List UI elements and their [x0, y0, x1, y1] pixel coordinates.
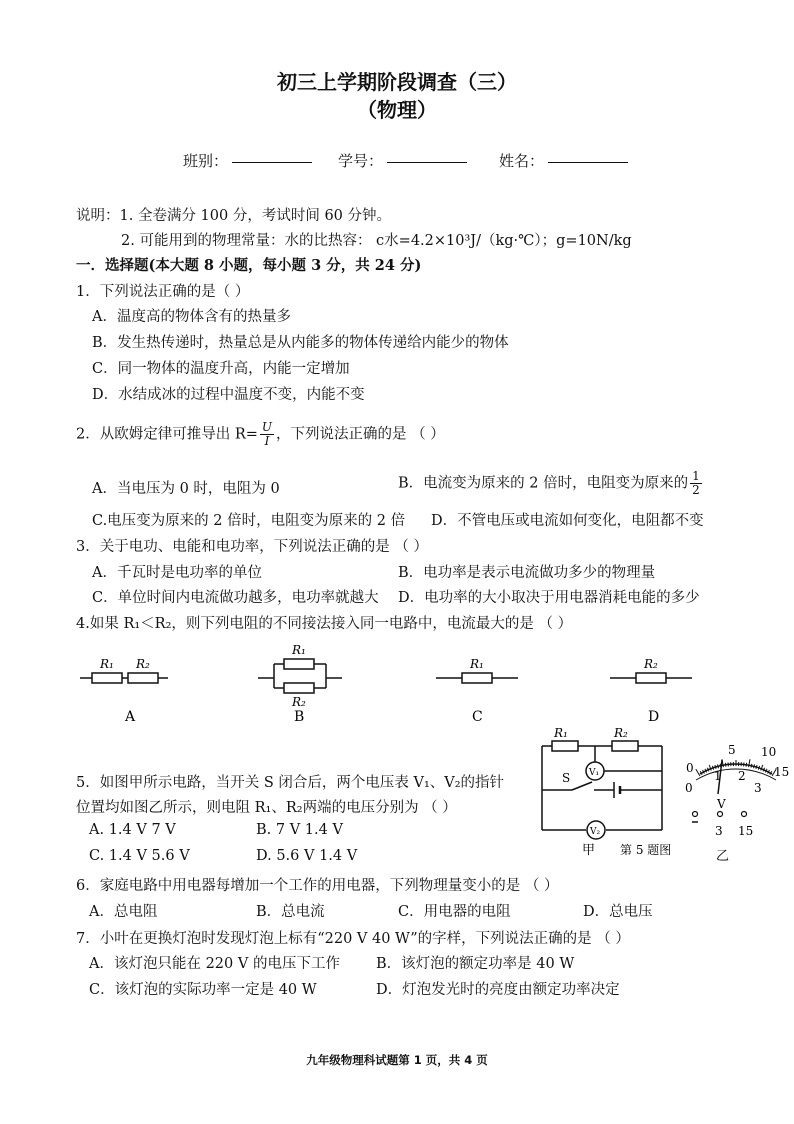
q6-option-a: A．总电阻: [89, 904, 158, 920]
dial-bottom-3: 3: [754, 781, 762, 795]
name-label: 姓名：: [499, 152, 545, 170]
q4-a-r1: R₁: [100, 657, 114, 671]
dial-terminal-3: 3: [715, 824, 723, 838]
q2-option-d: D．不管电压或电流如何变化，电阻都不变: [431, 513, 704, 529]
q3-option-a: A．千瓦时是电功率的单位: [92, 565, 262, 581]
dial-yi: 乙: [716, 849, 730, 864]
class-blank: [232, 161, 312, 163]
q4-figure-d: [610, 657, 692, 725]
class-field: [183, 150, 312, 171]
dial-top-0: 0: [686, 761, 694, 775]
dial-tick: [696, 769, 700, 776]
q5-option-d: D. 5.6 V 1.4 V: [256, 848, 358, 864]
dial-tick: [758, 766, 759, 770]
q5-stem-1: 5．如图甲所示电路，当开关 S 闭合后，两个电压表 V₁、V₂的指针: [76, 775, 505, 791]
q3-option-c: C．单位时间内电流做功越多，电功率就越大: [92, 590, 379, 606]
dial-tick: [746, 763, 747, 767]
page-subtitle: （物理）: [357, 98, 437, 122]
dial-bottom-1: 1: [714, 769, 722, 783]
q5-circuit-diagram: [530, 724, 680, 866]
q2-stem: [76, 421, 445, 448]
dial-tick: [718, 764, 719, 768]
q5-stem-2: 位置均如图乙所示，则电阻 R₁、R₂两端的电压分别为 （ ）: [76, 800, 457, 816]
q4-b-r2: R₂: [292, 695, 306, 709]
dial-tick: [756, 765, 757, 769]
q4-label-a: A: [125, 709, 136, 725]
q5-option-c: C. 1.4 V 5.6 V: [89, 848, 190, 864]
q5-fig-r1: R₁: [554, 726, 568, 740]
q7-option-b: B．该灯泡的额定功率是 40 W: [376, 956, 575, 972]
q4-label-d: D: [648, 709, 660, 725]
student-id-label: 学号：: [338, 152, 384, 170]
dial-tick: [707, 768, 709, 772]
q2-option-a: A．当电压为 0 时，电阻为 0: [92, 481, 280, 497]
dial-bottom-0: 0: [685, 781, 693, 795]
q5-fig-r2: R₂: [614, 726, 628, 740]
student-id-blank: [387, 161, 467, 163]
q7-stem: 7．小叶在更换灯泡时发现灯泡上标有“220 V 40 W”的字样，下列说法正确的是 （ ）: [76, 931, 630, 947]
class-label: 班别：: [183, 152, 229, 170]
q3-stem: 3．关于电功、电能和电功率，下列说法正确的是 （ ）: [76, 539, 428, 555]
q6-stem: 6．家庭电路中用电器每增加一个工作的用电器，下列物理量变小的是 （ ）: [76, 878, 559, 894]
q6-option-d: D．总电压: [583, 904, 653, 920]
q5-fig-v1: V₁: [589, 768, 600, 778]
q3-option-d: D．电功率的大小取决于用电器消耗电能的多少: [398, 590, 700, 606]
dial-unit: V: [717, 797, 726, 811]
q6-option-c: C．用电器的电阻: [398, 904, 511, 920]
q5-fig-caption: 第 5 题图: [620, 843, 672, 857]
dial-tick: [751, 764, 752, 768]
q2-option-b-fraction: [690, 470, 702, 497]
q2-option-b-text: B．电流变为原来的 2 倍时，电阻变为原来的: [398, 475, 689, 492]
q5-fig-v2: V₂: [590, 827, 601, 837]
q7-option-c: C．该灯泡的实际功率一定是 40 W: [89, 982, 317, 998]
q6-option-b: B．总电流: [256, 904, 325, 920]
q1-option-d: D．水结成冰的过程中温度不变，内能不变: [92, 387, 365, 403]
q4-figure-b: [258, 643, 342, 725]
q4-figure-c: [436, 657, 518, 725]
q3-option-b: B．电功率是表示电流做功多少的物理量: [398, 565, 656, 581]
dial-bottom-2: 2: [738, 769, 746, 783]
dial-top-10: 10: [761, 745, 777, 759]
q4-stem: 4.如果 R₁＜R₂，则下列电阻的不同接法接入同一电路中，电流最大的是 （ ）: [76, 616, 573, 632]
q4-figure-a: [80, 657, 168, 725]
q2-option-b: [398, 470, 704, 497]
dial-tick: [763, 768, 765, 772]
q2-b-frac-den: 2: [692, 483, 700, 497]
q2-stem-pre: 2．从欧姆定律可推导出 R=: [76, 426, 258, 443]
q5-fig-s: S: [562, 771, 571, 785]
q4-label-c: C: [472, 709, 483, 725]
q2-frac-den: I: [264, 434, 270, 448]
q4-d-r2: R₂: [644, 657, 658, 671]
q1-option-a: A．温度高的物体含有的热量多: [92, 309, 291, 325]
dial-top-15: 15: [774, 765, 790, 779]
q4-a-r2: R₂: [136, 657, 150, 671]
q7-option-d: D．灯泡发光时的亮度由额定功率决定: [376, 982, 620, 998]
q4-b-r1: R₁: [292, 643, 306, 657]
page-footer: 九年级物理科试题第 1 页，共 4 页: [306, 1053, 488, 1067]
q5-voltmeter-dial: [685, 736, 790, 864]
section-1-heading: 一．选择题(本大题 8 小题，每小题 3 分，共 24 分): [76, 257, 422, 274]
note-line-2: 2. 可能用到的物理常量：水的比热容： c水=4.2×10³J/（kg·℃）；g=10N/kg: [121, 233, 632, 249]
q2-option-c: C.电压变为原来的 2 倍时，电阻变为原来的 2 倍: [92, 513, 406, 529]
q4-label-b: B: [294, 709, 305, 725]
dial-tick: [725, 763, 726, 767]
student-id-field: [338, 150, 467, 171]
q2-fraction: [260, 421, 274, 448]
q5-option-b: B. 7 V 1.4 V: [256, 822, 343, 838]
name-blank: [548, 161, 628, 163]
q5-option-a: A. 1.4 V 7 V: [89, 822, 176, 838]
name-field: [499, 150, 628, 171]
dial-top-5: 5: [728, 743, 736, 757]
q2-stem-post: ，下列说法正确的是 （ ）: [276, 426, 445, 443]
q1-option-b: B．发生热传递时，热量总是从内能多的物体传递给内能少的物体: [92, 335, 509, 351]
q4-circuit-figures: [70, 640, 710, 730]
q5-fig-jia: 甲: [582, 843, 596, 858]
q2-b-frac-num: 1: [692, 469, 700, 483]
dial-ticks: [696, 759, 776, 776]
q1-option-c: C．同一物体的温度升高，内能一定增加: [92, 361, 350, 377]
page-title: 初三上学期阶段调查（三）: [277, 70, 517, 94]
dial-tick: [753, 764, 754, 768]
note-line-1: 说明：1. 全卷满分 100 分，考试时间 60 分钟。: [76, 208, 392, 224]
q2-frac-num: U: [261, 420, 273, 434]
q1-stem: 1．下列说法正确的是（ ）: [76, 284, 250, 300]
q4-c-r1: R₁: [470, 657, 484, 671]
q7-option-a: A．该灯泡只能在 220 V 的电压下工作: [89, 956, 340, 972]
dial-terminal-15: 15: [738, 824, 754, 838]
